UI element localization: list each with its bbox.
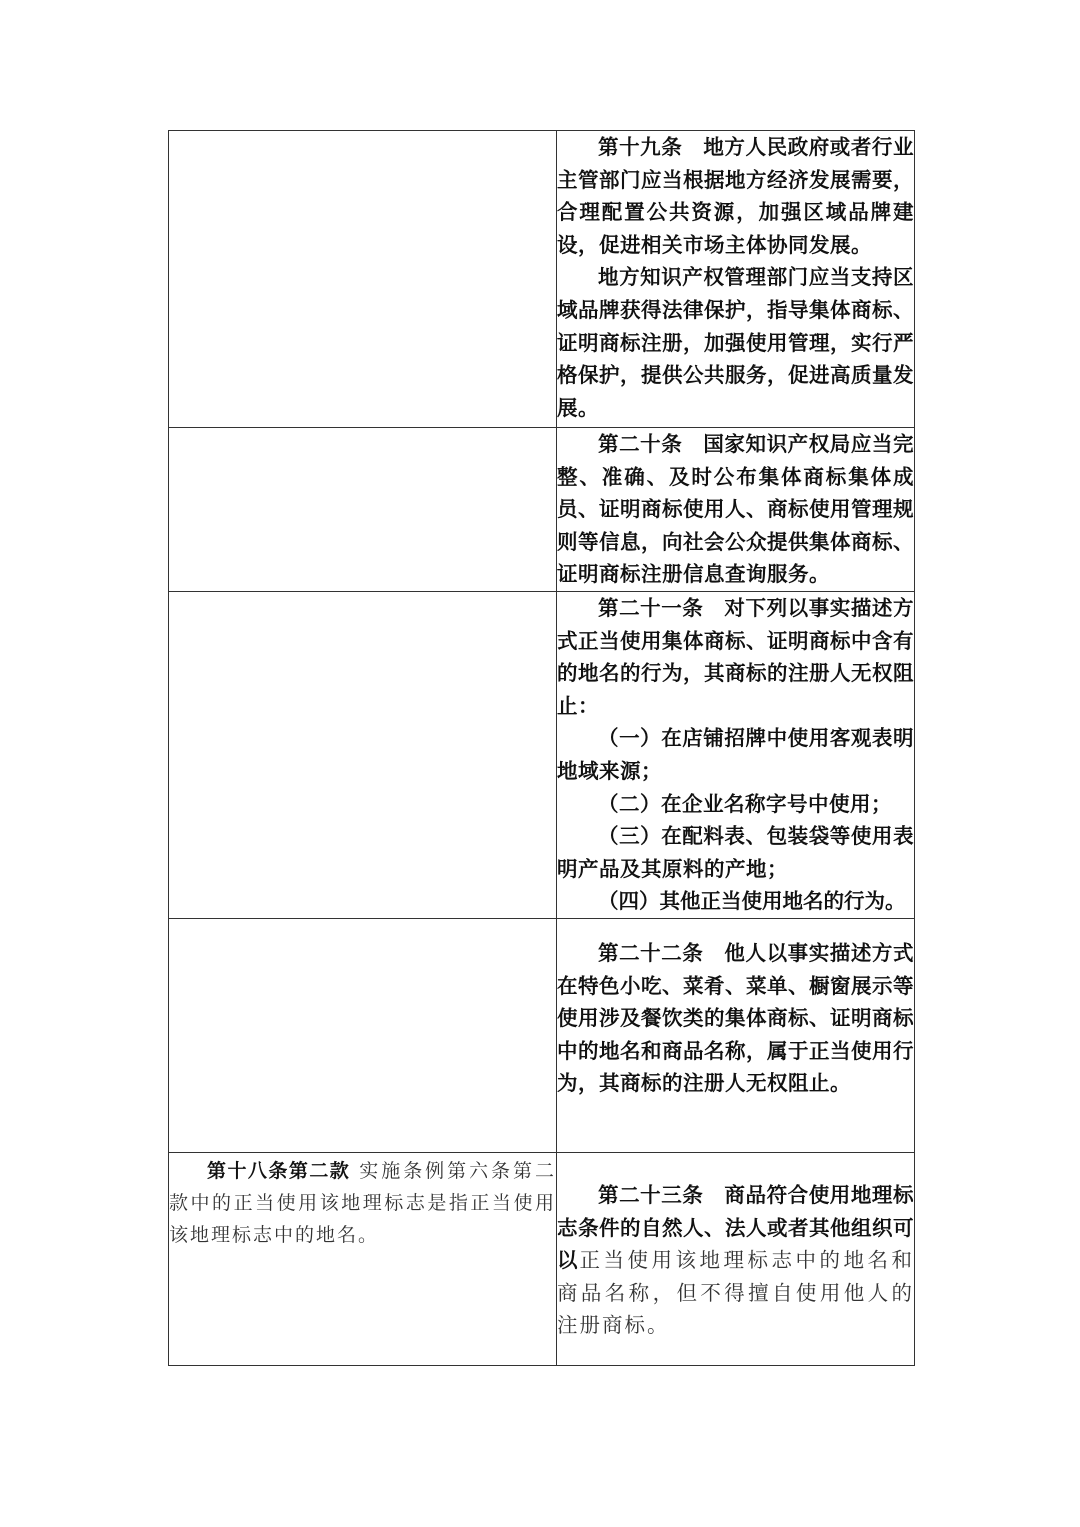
article-23-para bbox=[557, 1179, 914, 1342]
right-cell-article-20 bbox=[557, 428, 915, 592]
table-row bbox=[169, 428, 915, 592]
table-row bbox=[169, 1152, 915, 1365]
article-21-para-1: 第二十一条 对下列以事实描述方式正当使用集体商标、证明商标中含有的地名的行为，其商标的注册人无权阻止： bbox=[557, 595, 914, 718]
article-21-item-1: （一）在店铺招牌中使用客观表明地域来源； bbox=[557, 726, 914, 783]
left-cell-empty bbox=[169, 918, 557, 1152]
article-20-para-1: 第二十条 国家知识产权局应当完整、准确、及时公布集体商标集体成员、证明商标使用人、商标使用管理规则等信息，向社会公众提供集体商标、证明商标注册信息查询服务。 bbox=[557, 432, 914, 587]
article-21-item-4: （四）其他正当使用地名的行为。 bbox=[598, 889, 906, 914]
right-cell-article-19 bbox=[557, 131, 915, 428]
table-row bbox=[169, 131, 915, 428]
article-23-rest: 正当使用该地理标志中的地名和商品名称，但不得擅自使用他人的注册商标。 bbox=[557, 1248, 914, 1338]
right-cell-article-22 bbox=[557, 918, 915, 1152]
article-23-lead: 第二十三条 商品符合使用地理标志条件的自然人、法人或者其他组织可以 bbox=[557, 1182, 914, 1273]
table-row bbox=[169, 591, 915, 918]
right-cell-article-21 bbox=[557, 591, 915, 918]
left-cell-empty bbox=[169, 591, 557, 918]
table-row bbox=[169, 918, 915, 1152]
article-19-para-1: 第十九条 地方人民政府或者行业主管部门应当根据地方经济发展需要，合理配置公共资源，加强区域品牌建设，促进相关市场主体协同发展。 bbox=[557, 135, 914, 257]
article-18-rest: 实施条例第六条第二款中的正当使用该地理标志是指正当使用该地理标志中的地名。 bbox=[169, 1159, 556, 1246]
comparison-table bbox=[168, 130, 915, 1366]
article-22-para-1: 第二十二条 他人以事实描述方式在特色小吃、菜肴、菜单、橱窗展示等使用涉及餐饮类的集体商标、证明商标中的地名和商品名称，属于正当使用行为，其商标的注册人无权阻止。 bbox=[557, 940, 914, 1096]
article-19-para-2: 地方知识产权管理部门应当支持区域品牌获得法律保护，指导集体商标、证明商标注册，加强使用管理，实行严格保护，提供公共服务，促进高质量发展。 bbox=[557, 265, 914, 420]
right-cell-article-23 bbox=[557, 1152, 915, 1365]
article-21-item-3: （三）在配料表、包装袋等使用表明产品及其原料的产地； bbox=[557, 824, 914, 881]
left-cell-article-18 bbox=[169, 1152, 557, 1365]
article-21-item-2: （二）在企业名称字号中使用； bbox=[598, 791, 892, 816]
article-18-para bbox=[169, 1153, 556, 1251]
left-cell-empty bbox=[169, 428, 557, 592]
article-18-lead: 第十八条第二款 bbox=[207, 1159, 351, 1182]
left-cell-empty bbox=[169, 131, 557, 428]
